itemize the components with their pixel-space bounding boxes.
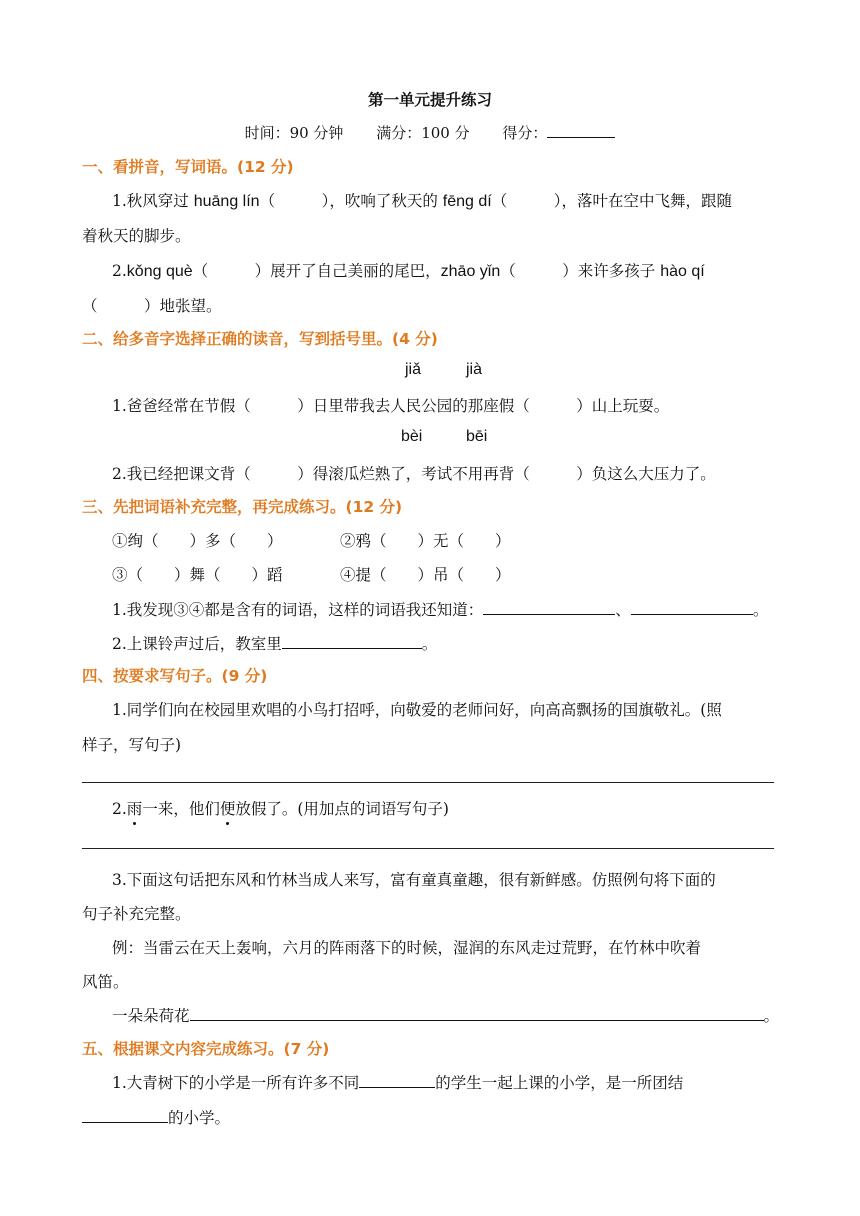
word-item-3: ③（ ）舞（ ）蹈	[112, 566, 283, 584]
pinyin-2: fēng dí	[442, 193, 492, 210]
s1-line-3: 2.kǒng què（ ）展开了自己美丽的尾巴，zhāo yǐn（ ）来许多孩子 hào qí	[112, 262, 705, 280]
s1-line-2: 着秋天的脚步。	[82, 227, 191, 245]
s4-line-3a: 3.下面这句话把东风和竹林当成人来写，富有童真童趣，很有新鲜感。仿照例句将下面的	[112, 871, 716, 889]
s5-line-1: 1.大青树下的小学是一所有许多不同 的学生一起上课的小学，是一所团结	[112, 1074, 684, 1092]
s4-line-2: 2.雨一来，他们便放假了。(用加点的词语写句子)	[112, 797, 449, 819]
writing-line[interactable]	[82, 782, 774, 783]
dotted-word-bian: 便	[220, 797, 236, 819]
s2-line-1: 1.爸爸经常在节假（ ）日里带我去人民公园的那座假（ ）山上玩耍。	[112, 397, 670, 415]
pinyin-option-bei4: bèi	[401, 428, 423, 445]
example-line-1: 例：当雷云在天上轰响，六月的阵雨落下的时候，湿润的东风走过荒野，在竹林中吹着	[112, 939, 702, 957]
section-4-heading: 四、按要求写句子。(9 分)	[82, 667, 268, 685]
s2-line-2: 2.我已经把课文背（ ）得滚瓜烂熟了，考试不用再背（ ）负这么大压力了。	[112, 465, 716, 483]
answer-blank[interactable]	[82, 1108, 168, 1123]
section-5-heading: 五、根据课文内容完成练习。(7 分)	[82, 1040, 330, 1058]
answer-blank[interactable]	[483, 600, 615, 615]
full-score: 满分：100 分	[376, 124, 470, 142]
s4-line-1b: 样子，写句子)	[82, 736, 182, 754]
page-title: 第一单元提升练习	[367, 91, 492, 109]
time-limit: 时间：90 分钟	[244, 124, 344, 142]
answer-blank[interactable]	[190, 1006, 764, 1021]
score-field: 得分：	[502, 122, 615, 143]
section-1-heading: 一、看拼音，写词语。(12 分)	[82, 158, 294, 176]
answer-blank[interactable]	[282, 634, 422, 649]
score-blank[interactable]	[547, 123, 615, 138]
s5-line-2: 的小学。	[82, 1106, 230, 1128]
word-item-4: ④提（ ）吊（ ）	[340, 566, 511, 584]
s3-line-1: 1.我发现③④都是含有的词语，这样的词语我还知道： 、 。	[112, 601, 769, 619]
s4-line-4: 一朵朵荷花 。	[112, 1007, 780, 1025]
section-2-heading: 二、给多音字选择正确的读音，写到括号里。(4 分)	[82, 330, 438, 348]
s3-line-2: 2.上课铃声过后，教室里 。	[112, 635, 438, 653]
writing-line[interactable]	[82, 848, 774, 849]
answer-blank[interactable]	[631, 600, 753, 615]
pinyin-1: huāng lín	[193, 193, 260, 210]
s1-line-4: （ ）地张望。	[82, 297, 222, 315]
exam-meta	[0, 122, 860, 143]
pinyin-5: hào qí	[660, 263, 705, 280]
example-line-2: 风笛。	[82, 973, 129, 991]
s4-line-1a: 1.同学们向在校园里欢唱的小鸟打招呼，向敬爱的老师问好，向高高飘扬的国旗敬礼。(照	[112, 701, 722, 719]
section-3-heading: 三、先把词语补充完整，再完成练习。(12 分)	[82, 498, 403, 516]
dotted-word-yu: 雨	[127, 797, 143, 819]
word-item-2: ②鸦（ ）无（ ）	[340, 532, 511, 550]
answer-blank[interactable]	[359, 1073, 435, 1088]
pinyin-option-jia3: jiǎ	[405, 361, 422, 378]
s1-line-1: 1.秋风穿过 huāng lín（ ），吹响了秋天的 fēng dí（ ），落叶在空中飞舞，跟随	[112, 192, 732, 210]
pinyin-3: kǒng què	[126, 263, 193, 280]
pinyin-option-bei1: bēi	[466, 428, 488, 445]
pinyin-4: zhāo yǐn	[440, 263, 501, 280]
s4-line-3b: 句子补充完整。	[82, 905, 191, 923]
pinyin-option-jia4: jià	[466, 361, 483, 378]
word-item-1: ①绚（ ）多（ ）	[112, 532, 283, 550]
